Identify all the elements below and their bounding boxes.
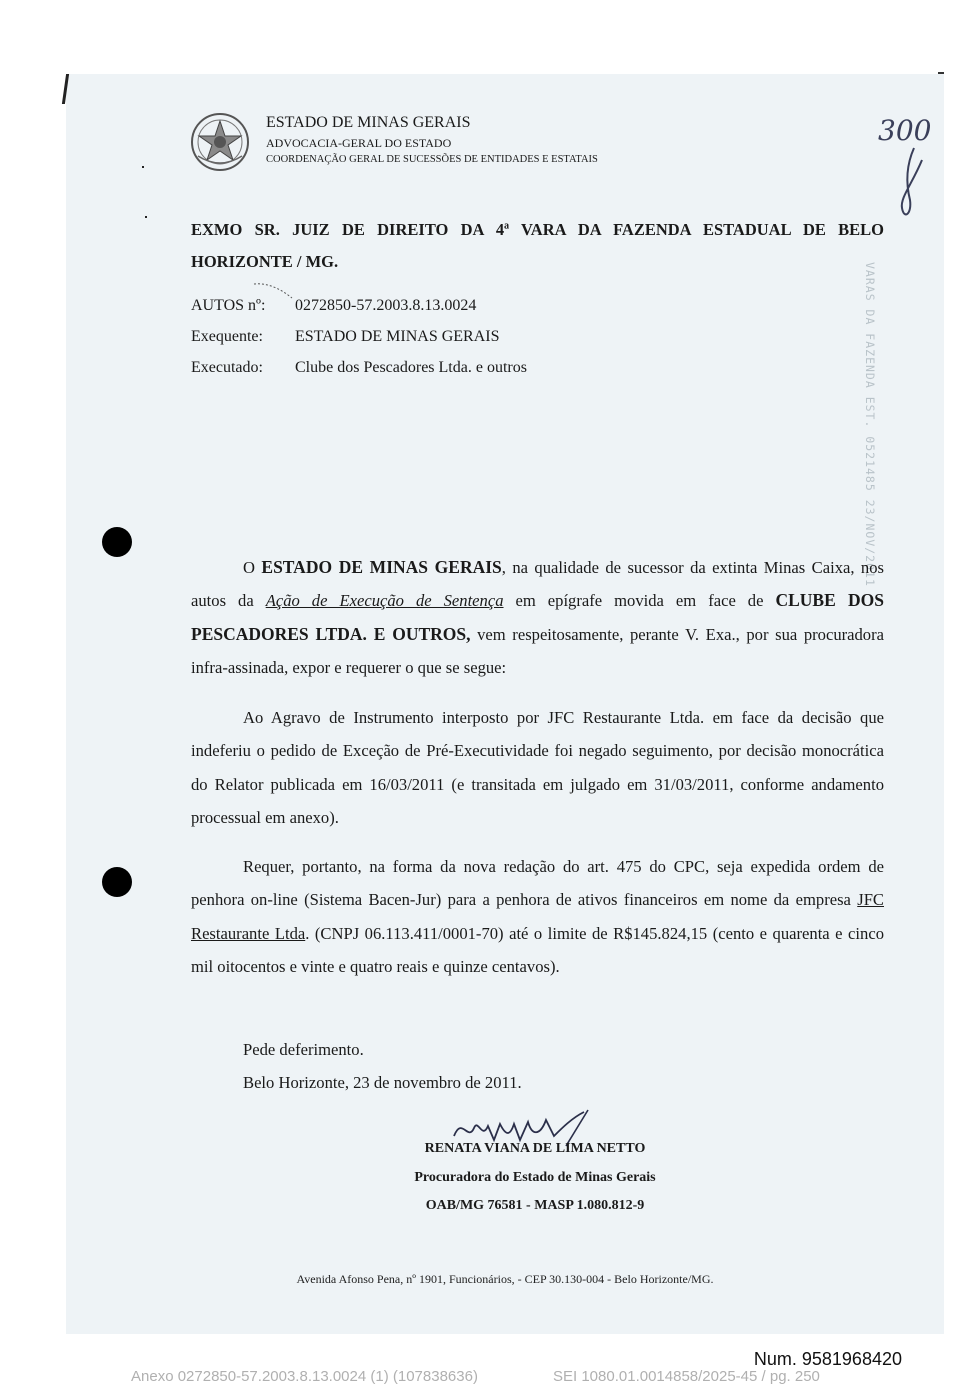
header-state: ESTADO DE MINAS GERAIS <box>266 114 471 131</box>
paragraph-request: Requer, portanto, na forma da nova redação do art. 475 do CPC, seja expedida ordem de penhora on-line (Sistema Bacen-Jur) para a penhora de ativos financeiros em nome da empresa JFC Restaurante Ltda. (CNPJ 06.113.411/0001-70) até o limite de R$145.824,15 (cento e quarenta e cinco mil oitocentos e vinte e quatro reais e quinze centavos). <box>191 857 884 976</box>
receipt-stamp: VARAS DA FAZENDA EST. 0521485 23/NOV/2011 <box>863 262 877 587</box>
scan-speck <box>142 166 144 168</box>
signer-registration: OAB/MG 76581 - MASP 1.080.812-9 <box>425 1198 645 1213</box>
scan-speck <box>145 216 147 218</box>
page-number-text: 300 <box>878 114 932 147</box>
autos-value: 0272850-57.2003.8.13.0024 <box>295 297 477 314</box>
executado-label: Executado: <box>191 359 263 376</box>
exequente-label: Exequente: <box>191 328 263 345</box>
paragraph-intro: O ESTADO DE MINAS GERAIS, na qualidade de sucessor da extinta Minas Caixa, nos autos da Ação de Execução de Sentença em epígrafe movida em face de CLUBE DOS PESCADORES LTDA. E OUTROS, vem respeitosamente, perante V. Exa., por sua procuradora infra-assinada, expor e requerer o que se segue: <box>191 557 884 677</box>
annex-reference: Anexo 0272850-57.2003.8.13.0024 (1) (107838636) <box>131 1368 478 1385</box>
exequente-value: ESTADO DE MINAS GERAIS <box>295 328 500 345</box>
footer-address: Avenida Afonso Pena, nº 1901, Funcionários, - CEP 30.130-004 - Belo Horizonte/MG. <box>296 1272 714 1286</box>
party-plaintiff: ESTADO DE MINAS GERAIS <box>261 557 502 577</box>
autos-label: AUTOS nº: <box>191 297 266 314</box>
handwritten-page-number <box>876 104 936 224</box>
place-date: Belo Horizonte, 23 de novembro de 2011. <box>243 1073 522 1092</box>
coat-of-arms-seal-icon <box>190 112 250 172</box>
signer-title: Procuradora do Estado de Minas Gerais <box>414 1170 656 1185</box>
executado-value: Clube dos Pescadores Ltda. e outros <box>295 359 527 376</box>
header-agency: ADVOCACIA-GERAL DO ESTADO <box>266 136 452 150</box>
document-number: Num. 9581968420 <box>753 1349 902 1369</box>
binder-hole <box>102 867 132 897</box>
closing-line: Pede deferimento. <box>243 1040 364 1059</box>
sei-reference: SEI 1080.01.0014858/2025-45 / pg. 250 <box>553 1368 820 1385</box>
party-defendant: CLUBE DOS PESCADORES LTDA. E OUTROS, <box>191 590 884 644</box>
header-coordination: COORDENAÇÃO GERAL DE SUCESSÕES DE ENTIDADES E ESTATAIS <box>266 154 598 165</box>
company-name: JFC Restaurante Ltda <box>191 890 884 943</box>
binder-hole <box>102 527 132 557</box>
addressee: EXMO SR. JUIZ DE DIREITO DA 4ª VARA DA FAZENDA ESTADUAL DE BELO HORIZONTE / MG. <box>191 220 884 271</box>
paragraph-appeal: Ao Agravo de Instrumento interposto por JFC Restaurante Ltda. em face da decisão que indeferiu o pedido de Exceção de Pré-Executividade foi negado seguimento, por decisão monocrática do Relator publicada em 16/03/2011 (e transitada em julgado em 31/03/2011, conforme andamento processual em anexo). <box>191 708 884 827</box>
scan-edge-mark <box>938 72 944 74</box>
signer-name: RENATA VIANA DE LIMA NETTO <box>424 1141 646 1156</box>
action-name: Ação de Execução de Sentença <box>265 591 504 611</box>
